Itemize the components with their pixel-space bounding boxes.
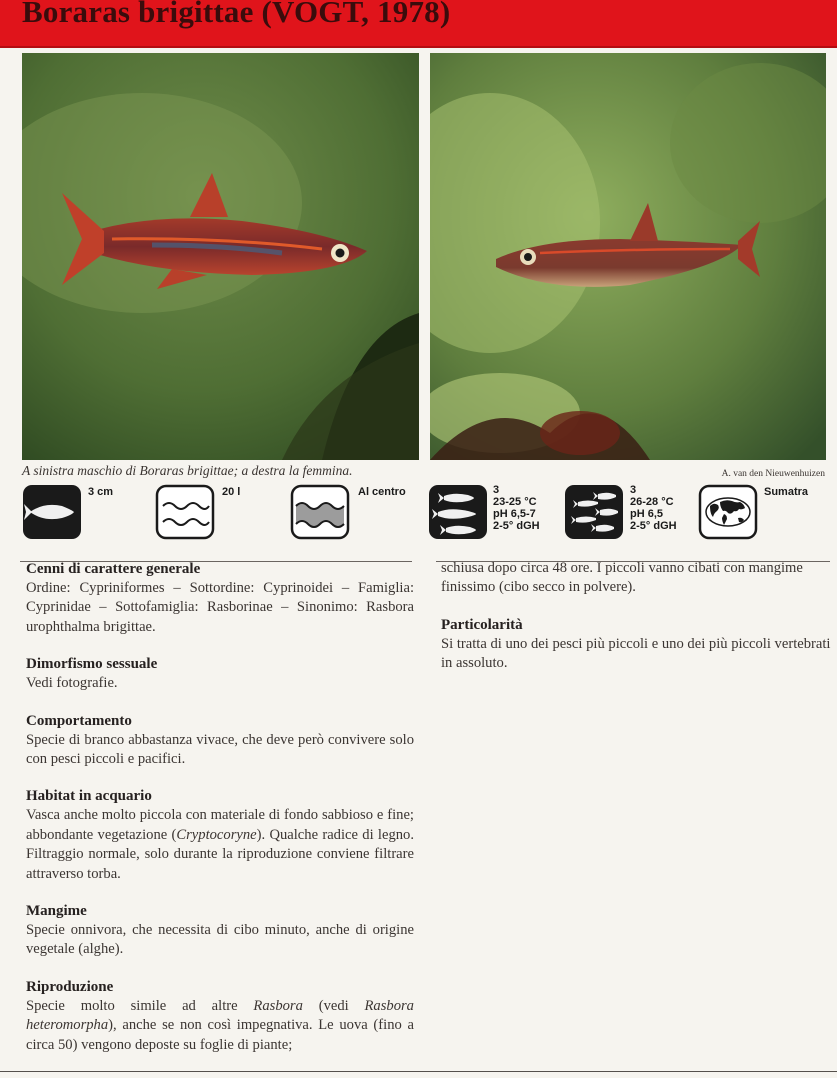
group-1-temp: 23-25 °C: [493, 496, 537, 508]
photo-female: [430, 53, 826, 460]
page-title: Boraras brigittae (VOGT, 1978): [22, 0, 451, 29]
habitat-text-b: ). Qualche radice di legno. Filtraggio normale, solo durante la riproduzione conviene filtrare attraverso torba.: [26, 826, 414, 882]
section-food-heading: Mangime: [26, 903, 87, 920]
section-dimorphism: [26, 655, 414, 693]
group-2-temp: 26-28 °C: [630, 496, 674, 508]
breeding-genus: Rasbora: [253, 997, 303, 1014]
section-behavior-heading: Comportamento: [26, 712, 132, 729]
left-column: [26, 560, 414, 1073]
section-breeding-heading: Riproduzione: [26, 978, 114, 995]
group-2-details: [630, 484, 677, 532]
photo-caption: A sinistra maschio di Boraras brigittae; a destra la femmina.: [22, 463, 353, 478]
tank-volume-label: 20 l: [222, 486, 241, 498]
title-banner: [0, 0, 837, 48]
section-habitat: [26, 787, 414, 884]
section-behavior-text: Specie di branco abbastanza vivace, che deve però convivere solo con pesci piccoli e pacifici.: [26, 731, 414, 768]
section-particularities: [441, 616, 831, 674]
section-dimorphism-heading: Dimorfismo sessuale: [26, 656, 158, 673]
region-label: Sumatra: [764, 486, 809, 498]
group-1-count: 3: [493, 484, 500, 496]
group-2-count: 3: [630, 484, 637, 496]
section-breeding: [26, 978, 414, 1055]
swim-zone-label: Al centro: [358, 486, 406, 498]
section-dimorphism-text: Vedi fotografie.: [26, 675, 118, 692]
section-particularities-heading: Particolarità: [441, 616, 523, 633]
photo-male: [22, 53, 419, 460]
group-2-gh: 2-5° dGH: [630, 520, 677, 532]
section-habitat-text: [26, 806, 414, 884]
breeding-text-a: Specie molto simile ad altre: [26, 997, 254, 1014]
section-food: [26, 902, 414, 960]
breeding-text-c: ), anche se non così impegnativa. Le uova (fino a circa 50) vengono deposte su foglie di piante;: [26, 1017, 414, 1053]
group-1-details: [493, 484, 540, 532]
right-column: [441, 559, 831, 692]
photo-credit: A. van den Nieuwenhuizen: [721, 469, 825, 479]
fish-size-icon: [22, 484, 82, 540]
group-1-gh: 2-5° dGH: [493, 520, 540, 532]
breeding-species: Rasbora heteromorpha: [26, 997, 414, 1034]
group-icon-1: [428, 484, 488, 540]
tank-volume-icon: [155, 484, 215, 540]
breeding-continuation-text: schiusa dopo circa 48 ore. I piccoli vanno cibati con mangime finissimo (cibo secco in polvere).: [441, 560, 803, 596]
section-breeding-continued: [441, 559, 831, 598]
group-2-ph: pH 6,5: [630, 508, 664, 520]
section-particularities-text: Si tratta di uno dei pesci più piccoli e uno dei più piccoli vertebrati in assoluto.: [441, 635, 831, 672]
section-habitat-heading: Habitat in acquario: [26, 788, 152, 805]
group-icon-2: [564, 484, 624, 540]
section-behavior: [26, 712, 414, 770]
breeding-text-b: (vedi: [302, 997, 365, 1014]
swim-zone-icon: [290, 484, 350, 540]
habitat-text-a: Vasca anche molto piccola con materiale di fondo sabbioso e fine; abbondante vegetazione (: [26, 807, 414, 843]
section-breeding-text: [26, 997, 414, 1055]
section-food-text: Specie onnivora, che necessita di cibo minuto, anche di origine vegetale (alghe).: [26, 922, 414, 958]
section-general-text: Ordine: Cypriniformes – Sottordine: Cyprinoidei – Famiglia: Cyprinidae – Sottofamiglia: Rasborinae – Sinonimo: Rasbora urophthalma brigittae.: [26, 580, 414, 635]
section-general: [26, 560, 414, 637]
world-map-icon: [698, 484, 758, 540]
fish-size-label: 3 cm: [88, 486, 114, 498]
section-general-heading: Cenni di carattere generale: [26, 561, 201, 577]
group-1-ph: pH 6,5-7: [493, 508, 536, 520]
habitat-plant-name: Cryptocoryne: [176, 826, 257, 843]
